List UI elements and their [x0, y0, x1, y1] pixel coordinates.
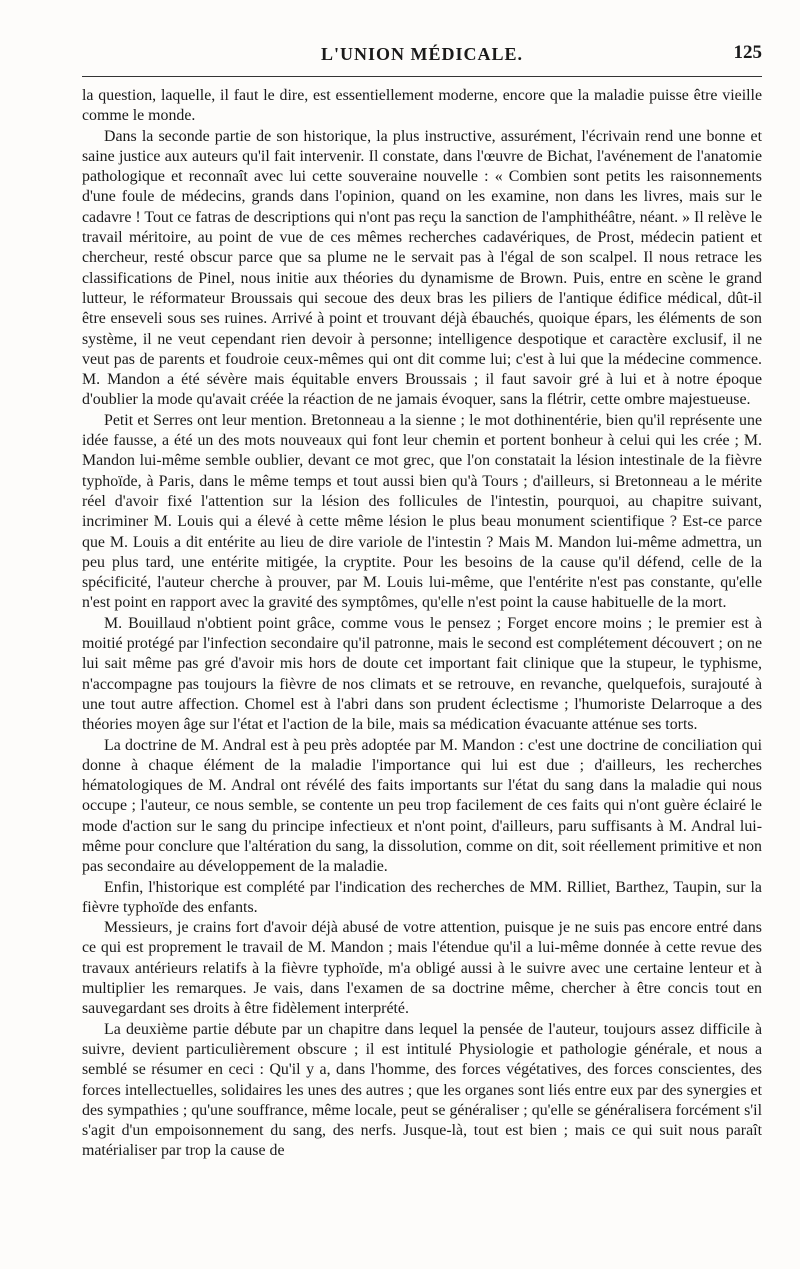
- paragraph: Dans la seconde partie de son historique, la plus instructive, assurément, l'écrivain rend une bonne et saine justice aux auteurs qu'il fait intervenir. Il constate, dans l'œuvre de Bichat, l'avénement de l'anatomie pathologique et reconnaît avec lui cette souveraine nouvelle : « Combien sont petits les raisonnements d'une foule de médecins, grands dans l'opinion, quand on les examine, non dans les livres, mais sur le cadavre ! Tout ce fatras de descriptions qui n'ont pas reçu la sanction de l'amphithéâtre, néant. » Il relève le travail méritoire, au point de vue de ces mêmes recherches cadavériques, de Prost, médecin patient et chercheur, resté obscur parce que sa plume ne le servait pas à l'égal de son scalpel. Il nous retrace les classifications de Pinel, nous initie aux théories du dynamisme de Brown. Puis, entre en scène le grand lutteur, le réformateur Broussais qui secoue des deux bras les piliers de l'antique édifice médical, dût-il être enseveli sous ses ruines. Arrivé à point et trouvant déjà ébauchés, quoique épars, les éléments de son système, il ne veut cependant rien devoir à personne; intelligence despotique et caractère exclusif, il ne veut pas de parents et foudroie ceux-mêmes qui ont dit comme lui; c'est à lui que la médecine commence. M. Mandon a été sévère mais équitable envers Broussais ; il faut savoir gré à lui et à notre époque d'oublier la mode qu'avait créée la réaction de ne jamais évoquer, sans la flétrir, cette ombre majestueuse.: [82, 127, 762, 409]
- paragraph: La deuxième partie débute par un chapitre dans lequel la pensée de l'auteur, toujours assez difficile à suivre, devient particulièrement obscure ; il est intitulé Physiologie et pathologie générale, et nous a semblé se résumer en ceci : Qu'il y a, dans l'homme, des forces végétatives, des forces conscientes, des forces intellectuelles, solidaires les unes des autres ; que les organes sont liés entre eux par des synergies et des sympathies ; qu'une souffrance, même locale, peut se généraliser ; qu'elle se généralisera forcément s'il s'agit d'un empoisonnement du sang, des nerfs. Jusque-là, tout est bien ; mais ce qui suit nous paraît matérialiser par trop la cause de: [82, 1020, 762, 1160]
- paragraph: M. Bouillaud n'obtient point grâce, comme vous le pensez ; Forget encore moins ; le premier est à moitié protégé par l'infection secondaire qu'il patronne, mais le second est complétement découvert ; on ne lui sait même pas gré d'avoir mis hors de doute cet important fait clinique que la stupeur, le typhisme, n'accompagne pas toujours la fièvre de nos climats et se retrouve, en revanche, quelquefois, surajouté à une tout autre affection. Chomel est à l'abri dans son prudent éclectisme ; l'humoriste Delarroque a des théories moyen âge sur l'état et l'action de la bile, mais sa médication évacuante atténue ses torts.: [82, 614, 762, 734]
- page-number: 125: [733, 42, 762, 63]
- running-title: L'UNION MÉDICALE.: [320, 44, 524, 64]
- paragraph: la question, laquelle, il faut le dire, est essentiellement moderne, encore que la maladie puisse être vieille comme le monde.: [82, 87, 762, 125]
- paragraph: Enfin, l'historique est complété par l'indication des recherches de MM. Rilliet, Barthez, Taupin, sur la fièvre typhoïde des enfants.: [82, 878, 762, 916]
- body-text: [82, 86, 762, 1162]
- paragraph: La doctrine de M. Andral est à peu près adoptée par M. Mandon : c'est une doctrine de conciliation qui donne à chaque élément de la maladie l'importance qui lui est due ; d'ailleurs, les recherches hématologiques de M. Andral ont révélé des faits importants sur l'état du sang dans la maladie qui nous occupe ; l'auteur, ce nous semble, se contente un peu trop facilement de ces faits qui n'ont guère éclairé le mode d'action sur le sang du principe infectieux et n'ont point, d'ailleurs, paru suffisants à M. Andral lui-même pour conclure que l'altération du sang, la dissolution, comme on dit, soit réellement primitive et non pas secondaire au développement de la maladie.: [82, 736, 762, 876]
- page-header: [82, 38, 762, 68]
- header-rule: [82, 76, 762, 77]
- paragraph: Messieurs, je crains fort d'avoir déjà abusé de votre attention, puisque je ne suis pas encore entré dans ce qui est proprement le travail de M. Mandon ; mais l'étendue qu'il a lui-même donnée à cette revue des travaux antérieurs relatifs à la fièvre typhoïde, m'a obligé aussi à le suivre avec une certaine lenteur et à multiplier les remarques. Je vais, dans l'examen de sa doctrine même, chercher à être concis tout en sauvegardant ses droits à être fidèlement interprété.: [82, 919, 762, 1018]
- paragraph: Petit et Serres ont leur mention. Bretonneau a la sienne ; le mot dothinentérie, bien qu'il représente une idée fausse, a été un des mots nouveaux qui font leur chemin et portent bonheur à celui qui les crée ; M. Mandon lui-même semble oublier, devant ce mot grec, que l'on constatait la lésion intestinale de la fièvre typhoïde, à Paris, dans le même temps et tout aussi bien qu'à Tours ; d'ailleurs, si Bretonneau a le mérite réel d'avoir fixé l'attention sur la lésion des follicules de l'intestin, pourquoi, au chapitre suivant, incriminer M. Louis qui a élevé à cette même lésion le plus beau monument scientifique ? Est-ce parce que M. Louis a dit entérite au lieu de dire variole de l'intestin ? Mais M. Mandon lui-même admettra, un peu plus tard, une entérite mitigée, la cryptite. Pour les besoins de la cause qu'il défend, celle de la spécificité, l'auteur cherche à prouver, par M. Louis lui-même, que l'entérite n'est pas constante, qu'elle n'est point en rapport avec la gravité des symptômes, qu'elle n'est point la cause habituelle de la mort.: [82, 411, 762, 612]
